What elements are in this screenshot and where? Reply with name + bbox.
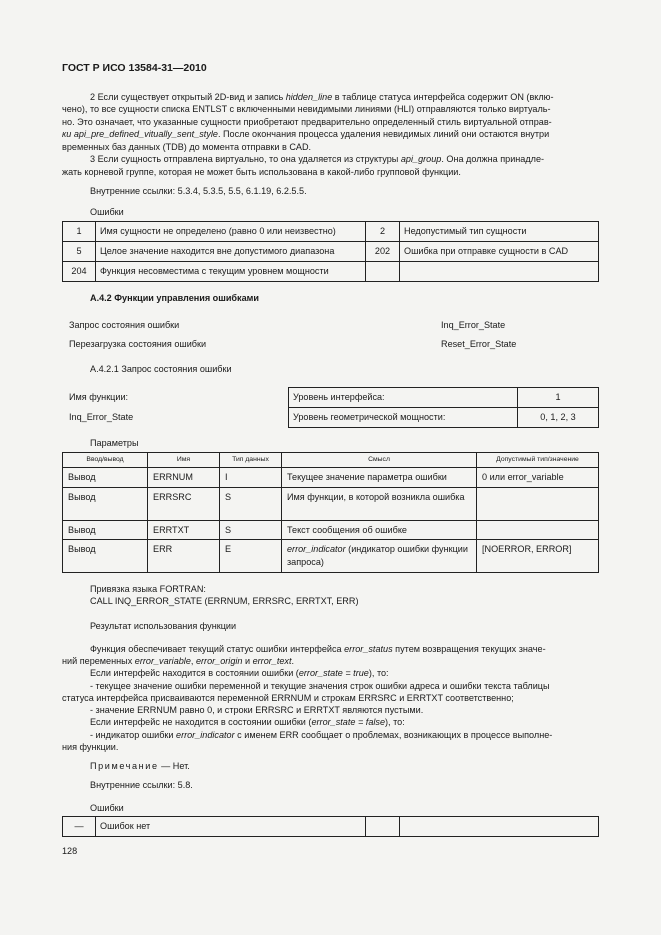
level-value: 1 <box>518 388 599 408</box>
param-meaning: Текущее значение параметра ошибки <box>282 468 477 487</box>
param-meaning <box>282 540 477 573</box>
table-row <box>289 408 599 428</box>
note-3-line-1: 3 Если сущность отправлена виртуально, то она удаляется из структуры api_group. Она должна принадле- <box>90 154 545 164</box>
column-header: Ввод/вывод <box>63 453 148 468</box>
internal-refs-1: Внутренние ссылки: 5.3.4, 5.3.5, 5.5, 6.1.19, 6.2.5.5. <box>90 186 307 196</box>
param-name: ERRSRC <box>148 487 220 520</box>
level-label: Уровень геометрической мощности: <box>289 408 518 428</box>
param-type: S <box>220 520 282 539</box>
column-header: Тип данных <box>220 453 282 468</box>
desc-line-2: ний переменных error_variable, error_origin и error_text. <box>62 656 295 666</box>
function-name-2: Перезагрузка состояния ошибки <box>69 339 207 349</box>
function-id-1: Inq_Error_State <box>441 320 506 330</box>
desc-line-9: ния функции. <box>62 742 119 752</box>
param-io: Вывод <box>63 487 148 520</box>
param-name: ERRNUM <box>148 468 220 487</box>
error-code: 5 <box>63 242 96 262</box>
param-io: Вывод <box>63 540 148 573</box>
table-row <box>63 468 599 487</box>
desc-line-1: Функция обеспечивает текущий статус ошибки интерфейса error_status путем возвращения текущих значе- <box>90 644 546 654</box>
param-meaning: Текст сообщения об ошибке <box>282 520 477 539</box>
param-meaning-text: (индикатор ошибки функции запроса) <box>287 544 468 567</box>
errors-1-title: Ошибки <box>90 207 124 217</box>
func-name-value: Inq_Error_State <box>69 412 134 422</box>
errors-table-2 <box>62 816 599 837</box>
desc-line-8: - индикатор ошибки error_indicator с именем ERR сообщает о проблемах, возникающих в процессе выполне- <box>90 730 553 740</box>
table-row <box>63 242 599 262</box>
error-text <box>400 262 599 282</box>
note-2-line-4: ки api_pre_defined_vitually_sent_style. После окончания процесса удаления невидимых линий они остаются внутри <box>62 129 550 139</box>
note-2-line-2: чено), то все сущности списка ENTLST с включенными невидимыми линиями (HLI) отправляются только виртуаль- <box>62 104 551 114</box>
error-code: 202 <box>366 242 400 262</box>
note-label: Примечание <box>90 761 159 771</box>
param-allowed: 0 или error_variable <box>477 468 599 487</box>
table-row <box>63 520 599 539</box>
param-name: ERRTXT <box>148 520 220 539</box>
table-row <box>63 487 599 520</box>
param-meaning: Имя функции, в которой возникла ошибка <box>282 487 477 520</box>
error-text: Целое значение находится вне допустимого диапазона <box>96 242 366 262</box>
table-row <box>63 262 599 282</box>
table-row <box>289 388 599 408</box>
section-title: А.4.2 Функции управления ошибками <box>90 293 259 303</box>
param-io: Вывод <box>63 520 148 539</box>
function-name-1: Запрос состояния ошибки <box>69 320 180 330</box>
result-title: Результат использования функции <box>90 621 237 631</box>
note-text: — Нет. <box>158 761 190 771</box>
note <box>90 760 627 772</box>
desc-line-3: Если интерфейс находится в состоянии ошибки (error_state = true), то: <box>90 668 389 678</box>
desc-line-7: Если интерфейс не находится в состоянии ошибки (error_state = false), то: <box>90 717 405 727</box>
table-row <box>63 222 599 242</box>
errors-2-title: Ошибки <box>90 803 124 813</box>
note-2-line-5: временных баз данных (TDB) до момента отправки в CAD. <box>62 142 312 152</box>
error-text: Ошибок нет <box>96 817 366 837</box>
note-2-line-3: но. Это означает, что указанные сущности приобретают предварительно определенный стиль виртуальной отправ- <box>62 117 552 127</box>
table-row <box>63 817 599 837</box>
binding-line-1: Привязка языка FORTRAN: <box>90 584 206 594</box>
error-text: Функция несовместима с текущим уровнем мощности <box>96 262 366 282</box>
error-code <box>366 262 400 282</box>
subsection-title: А.4.2.1 Запрос состояния ошибки <box>90 364 232 374</box>
level-label: Уровень интерфейса: <box>289 388 518 408</box>
error-text <box>400 817 599 837</box>
error-code: 1 <box>63 222 96 242</box>
param-meaning-italic: error_indicator <box>287 544 346 555</box>
param-name: ERR <box>148 540 220 573</box>
function-id-2: Reset_Error_State <box>441 339 517 349</box>
table-row <box>63 540 599 573</box>
error-code: — <box>63 817 96 837</box>
column-header: Смысл <box>282 453 477 468</box>
params-table <box>62 452 599 573</box>
param-type: I <box>220 468 282 487</box>
note-3-line-2: жать корневой группе, которая не может быть использована в какой-либо групповой функции. <box>62 167 461 177</box>
desc-line-5: статуса интерфейса присваиваются переменной ERRNUM и строкам ERRSRC и ERRTXT соответственно; <box>62 693 514 703</box>
binding-line-2: CALL INQ_ERROR_STATE (ERRNUM, ERRSRC, ERRTXT, ERR) <box>90 596 359 606</box>
param-allowed: [NOERROR, ERROR] <box>477 540 599 573</box>
param-allowed <box>477 520 599 539</box>
error-text: Имя сущности не определено (равно 0 или неизвестно) <box>96 222 366 242</box>
internal-refs-2: Внутренние ссылки: 5.8. <box>90 780 193 790</box>
document-header: ГОСТ Р ИСО 13584-31—2010 <box>62 62 207 74</box>
page-number: 128 <box>62 846 78 856</box>
param-io: Вывод <box>63 468 148 487</box>
column-header: Имя <box>148 453 220 468</box>
desc-line-6: - значение ERRNUM равно 0, и строки ERRSRC и ERRTXT являются пустыми. <box>90 705 424 715</box>
param-type: S <box>220 487 282 520</box>
param-allowed <box>477 487 599 520</box>
errors-table-1 <box>62 221 599 282</box>
error-code: 204 <box>63 262 96 282</box>
error-text: Ошибка при отправке сущности в CAD <box>400 242 599 262</box>
param-type: E <box>220 540 282 573</box>
levels-table <box>288 387 599 428</box>
error-code <box>366 817 400 837</box>
params-title: Параметры <box>90 438 139 448</box>
error-code: 2 <box>366 222 400 242</box>
desc-line-4: - текущее значение ошибки переменной и текущие значения строк ошибки адреса и ошибки текста таблицы <box>90 681 550 691</box>
level-value: 0, 1, 2, 3 <box>518 408 599 428</box>
error-text: Недопустимый тип сущности <box>400 222 599 242</box>
table-header-row <box>63 453 599 468</box>
note-2-line-1: 2 Если существует открытый 2D-вид и запись hidden_line в таблице статуса интерфейса содержит ON (вклю- <box>90 92 554 102</box>
column-header: Допустимый тип/значение <box>477 453 599 468</box>
func-name-label: Имя функции: <box>69 392 129 402</box>
